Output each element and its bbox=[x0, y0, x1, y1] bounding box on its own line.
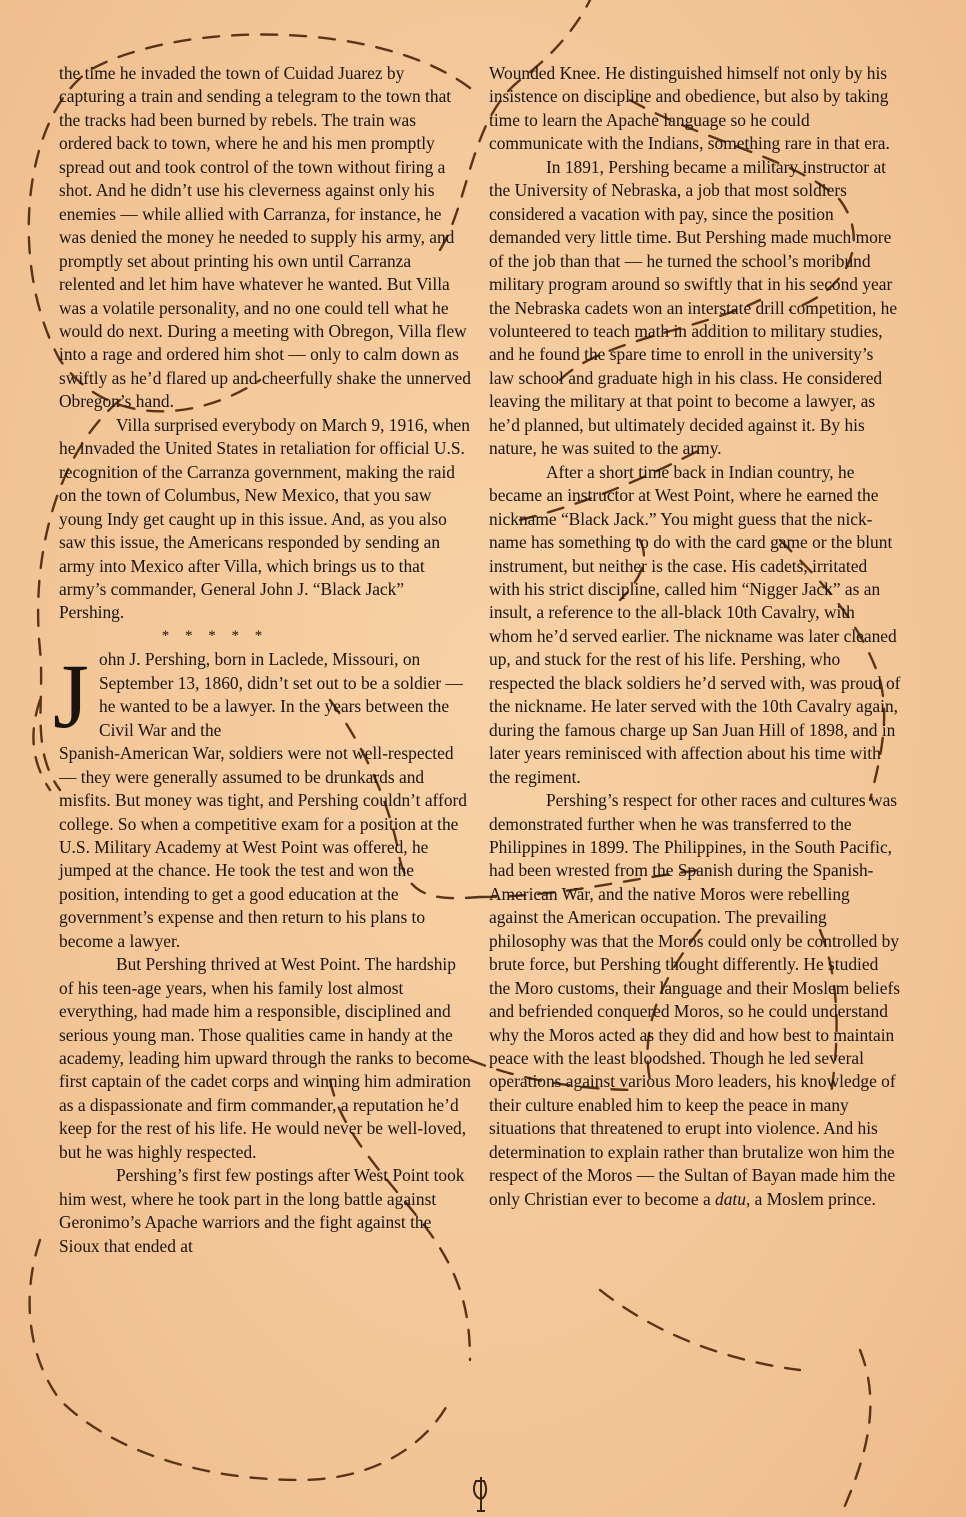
left-paragraph-5: Pershing’s first few postings after West Point took him west, where he took part in the long battle against Geronimo’s Apache warriors and the fight against the Sioux that ended at bbox=[59, 1165, 465, 1256]
left-column bbox=[53, 62, 471, 1258]
dropcap-paragraph-lead: ohn J. Pershing, born in Laclede, Missouri, on September 13, 1860, didn’t set out to be a soldier — he wanted to be a lawyer. In the years between the Civil War and the bbox=[99, 649, 463, 740]
dropcap-letter: J bbox=[53, 645, 89, 748]
right-paragraph-3: After a short time back in Indian country, he became an instructor at West Point, where he earned the nickname “Black Jack.” You might guess that the nick-name has something to do with the card game or the blunt instrument, but neither is the case. His cadets, irritated with his strict discipline, called him “Nigger Jack” as an insult, a reference to the all-black 10th Cavalry, with whom he’d served earlier. The nickname was later cleaned up, and stuck for the rest of his life. Pershing, who respected the black soldiers he’d served with, was proud of the nickname. He later served with the 10th Cavalry again, during the famous charge up San Juan Hill of 1898, and in later years reminisced with affection about his time with the regiment. bbox=[489, 461, 901, 787]
datu-term: datu bbox=[715, 1188, 746, 1209]
folio-ornament-icon bbox=[470, 1475, 492, 1515]
right-paragraph-4-end: , a Moslem prince. bbox=[745, 1188, 876, 1209]
dropcap-paragraph bbox=[53, 645, 471, 953]
right-paragraph-2: In 1891, Pershing became a military instructor at the University of Nebraska, a job that most soldiers considered a vacation with pay, since the position demanded very little time. But Pershing made much more of the job than that — he turned the school’s moribund military program around so swiftly that in his second year the Nebraska cadets won an interstate drill competition, he volunteered to teach math in addition to military studies, and he found the spare time to enroll in the university’s law school and graduate high in his class. He considered leaving the military at that point to become a lawyer, as he’d planned, but ultimately decided against it. By his nature, he was suited to the army. bbox=[489, 156, 898, 459]
right-paragraph-4 bbox=[489, 789, 901, 1211]
left-paragraph-2: Villa surprised everybody on March 9, 1916, when he invaded the United States in retaliation for official U.S. recognition of the Carranza government, making the raid on the town of Columbus, New Mexico, that you saw young Indy get caught up in this issue. And, as you also saw this issue, the Americans responded by sending an army into Mexico after Villa, which brings us to that army’s commander, General John J. “Black Jack” Pershing. bbox=[59, 414, 470, 623]
left-paragraph-4: But Pershing thrived at West Point. The hardship of his teen-age years, when his family lost almost everything, had made him a responsible, disciplined and serious young man. Those qualities came in handy at the academy, leading him upward through the ranks to become first captain of the cadet corps and winning him admiration as a dispassionate and firm commander, a reputation he’d keep for the rest of his life. He would never be well-loved, but he was highly respected. bbox=[59, 954, 471, 1162]
right-paragraph-1: Wounded Knee. He distinguished himself not only by his insistence on discipline and obedience, but also by taking time to learn the Apache language so he could communicate with the Indians, something rare in that era. bbox=[489, 63, 890, 154]
left-paragraph-1: the time he invaded the town of Cuidad Juarez by capturing a train and sending a telegram to the town that the tracks had been burned by rebels. The train was ordered back to town, where he and his men promptly spread out and took control of the town without firing a shot. And he didn’t use his cleverness against only his enemies — while allied with Carranza, for instance, he was denied the money he needed to supply his army, and promptly set about printing his own until Carranza relented and let him have whatever he wanted. But Villa was a volatile personality, and no one could tell what he would do next. During a meeting with Obregon, Villa flew into a rage and ordered him shot — only to calm down as swiftly as he’d flared up and cheerfully shake the unnerved Obregon’s hand. bbox=[59, 63, 471, 412]
section-separator: * * * * * bbox=[161, 627, 269, 644]
left-paragraph-3: Spanish-American War, soldiers were not well-respected — they were generally assumed to be drunkards and misfits. But money was tight, and Pershing couldn’t afford college. So when a competitive exam for a position at the U.S. Military Academy at West Point was offered, he jumped at the chance. He took the test and won the position, intending to get a good education at the government’s expense and then return to his plans to become a lawyer. bbox=[59, 743, 468, 951]
right-paragraph-4-text: Pershing’s respect for other races and cultures was demonstrated further when he was transferred to the Philippines in 1899. The Philippines, in the South Pacific, had been wrested from the Spanish during the Spanish-American War, and the native Moros were rebelling against the American occupation. The prevailing philosophy was that the Moros could only be controlled by brute force, but Pershing thought differently. He studied the Moro customs, their language and their Moslem beliefs and befriended conquered Moros, so he could understand why the Moros acted as they did and how best to maintain peace with the least bloodshed. Though he led several operations against various Moro leaders, his knowledge of their culture enabled him to keep the peace in many situations that threatened to erupt into violence. And his determination to explain rather than brutalize won him the respect of the Moros — the Sultan of Bayan made him the only Christian ever to become a bbox=[489, 790, 900, 1209]
right-column bbox=[489, 62, 901, 1211]
